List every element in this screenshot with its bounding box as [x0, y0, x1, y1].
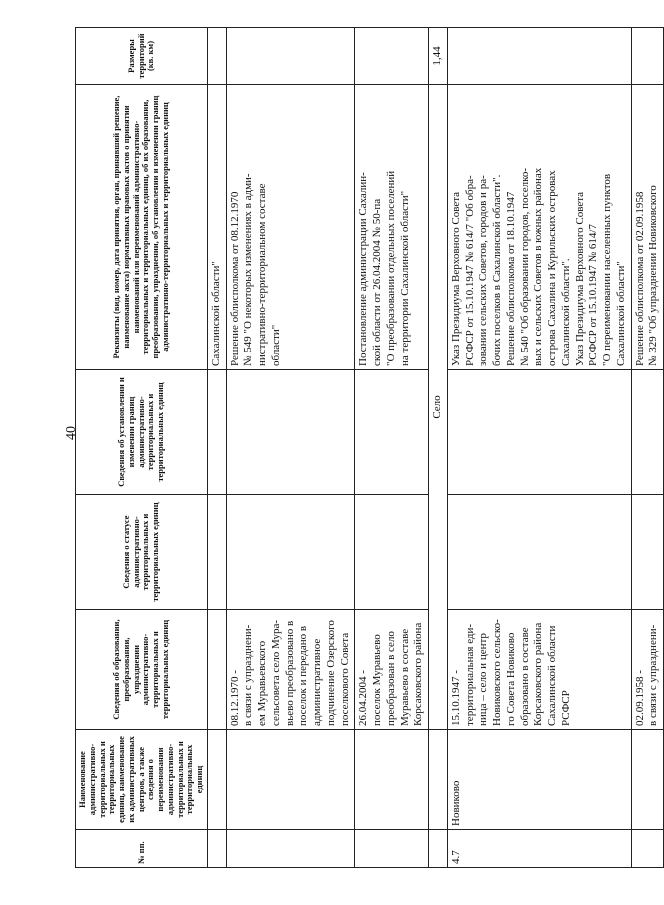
table-row: [355, 28, 429, 868]
cell-num: [207, 830, 226, 868]
cell-area: [355, 28, 429, 85]
table-row: [207, 28, 226, 868]
cell-num: [226, 830, 355, 868]
cell-status: [207, 495, 226, 610]
cell-formation: 15.10.1947 - территориальная еди- ница – село и центр Новиковского сельско- го Совета Новиково образовано в составе Корсаковского района Сахалинской области РСФСР: [447, 610, 631, 730]
header-status: Сведения о статусе административно-территориальных и территориальных единиц: [76, 495, 208, 610]
cell-requisites: Постановление администрации Сахалин- ской области от 26.04.2004 № 50-па "О преобразовании отдельных поселений на территории Сахалинской области": [355, 85, 429, 370]
cell-name: [429, 730, 448, 830]
cell-borders: [631, 370, 664, 495]
cell-formation: 26.04.2004 - поселок Муравьево преобразован в село Муравьево в составе Корсаковского района: [355, 610, 429, 730]
cell-status: [447, 495, 631, 610]
header-area: Размеры территорий (кв. км): [76, 28, 208, 85]
cell-formation: 08.12.1970 - в связи с упразднени- ем Муравьевского сельсовета село Мура- вьево преобразовано в поселок и передано в административное подчинение Озерского поселкового Совета: [226, 610, 355, 730]
cell-area: 1,44: [429, 28, 448, 85]
section-row: [429, 28, 448, 868]
cell-borders: [447, 370, 631, 495]
cell-borders: [207, 370, 226, 495]
cell-status: [631, 495, 664, 610]
cell-name: [226, 730, 355, 830]
cell-borders: [226, 370, 355, 495]
cell-num: [631, 830, 664, 868]
cell-requisites: Сахалинской области": [207, 85, 226, 370]
cell-requisites: Указ Президиума Верховного Совета РСФСР от 15.10.1947 № 614/7 "Об обра- зовании сельских Советов, городов и ра- бочих поселков в Сахалинской области". Решение облисполкома от 18.10.1947 № 540 "Об образовании городов, поселко- вых и сельских Советов в южных районах острова Сахалина и Курильских островах Сахалинской области". Указ Президиума Верховного Совета РСФСР от 15.10.1947 № 614/7 "О переименовании населенных пунктов Сахалинской области": [447, 85, 631, 370]
cell-formation: 02.09.1958 - в связи с упразднени-: [631, 610, 664, 730]
cell-area: [631, 28, 664, 85]
cell-borders: [355, 370, 429, 495]
cell-formation: [207, 610, 226, 730]
cell-num: [429, 830, 448, 868]
cell-name: [355, 730, 429, 830]
cell-name: Новиково: [447, 730, 631, 830]
table-row: [631, 28, 664, 868]
header-name: Наименование административно-территориальных и территориальных единиц, наименование их административных центров, а также сведения о переименовании административно-территориальных и территориальных единиц: [76, 730, 208, 830]
cell-area: [226, 28, 355, 85]
cell-num: [355, 830, 429, 868]
cell-requisites: Решение облисполкома от 02.09.1958 № 329 "Об упразднении Новиковского: [631, 85, 664, 370]
table-row: [226, 28, 355, 868]
cell-status-section: Село: [429, 85, 448, 730]
cell-name: [207, 730, 226, 830]
cell-area: [447, 28, 631, 85]
cell-name: [631, 730, 664, 830]
header-requisites: Реквизиты (вид, номер, дата принятия, орган, принявший решение, наименование акта) нормативных правовых актов о принятии наименований или переименований административно-территориальных и территориальных единиц, об их образовании, преобразовании, упразднении, об установлении и изменении границ административно-территориальных и территориальных единиц: [76, 85, 208, 370]
cell-requisites: Решение облисполкома от 08.12.1970 № 549 "О некоторых изменениях в адми- нистративно-территориальном составе области": [226, 85, 355, 370]
territory-table: [75, 27, 664, 868]
table-row: [447, 28, 631, 868]
document-sheet: [75, 28, 660, 868]
header-borders: Сведения об установлении и изменении границ административно-территориальных и территориальных единиц: [76, 370, 208, 495]
header-num: № пп.: [76, 830, 208, 868]
cell-status: [226, 495, 355, 610]
page-number: 40: [64, 426, 79, 440]
header-formation: Сведения об образовании, преобразовании, упразднении административно-территориальных и территориальных единиц: [76, 610, 208, 730]
cell-status: [355, 495, 429, 610]
cell-num: 4.7: [447, 830, 631, 868]
cell-area: [207, 28, 226, 85]
header-row: [76, 28, 208, 868]
